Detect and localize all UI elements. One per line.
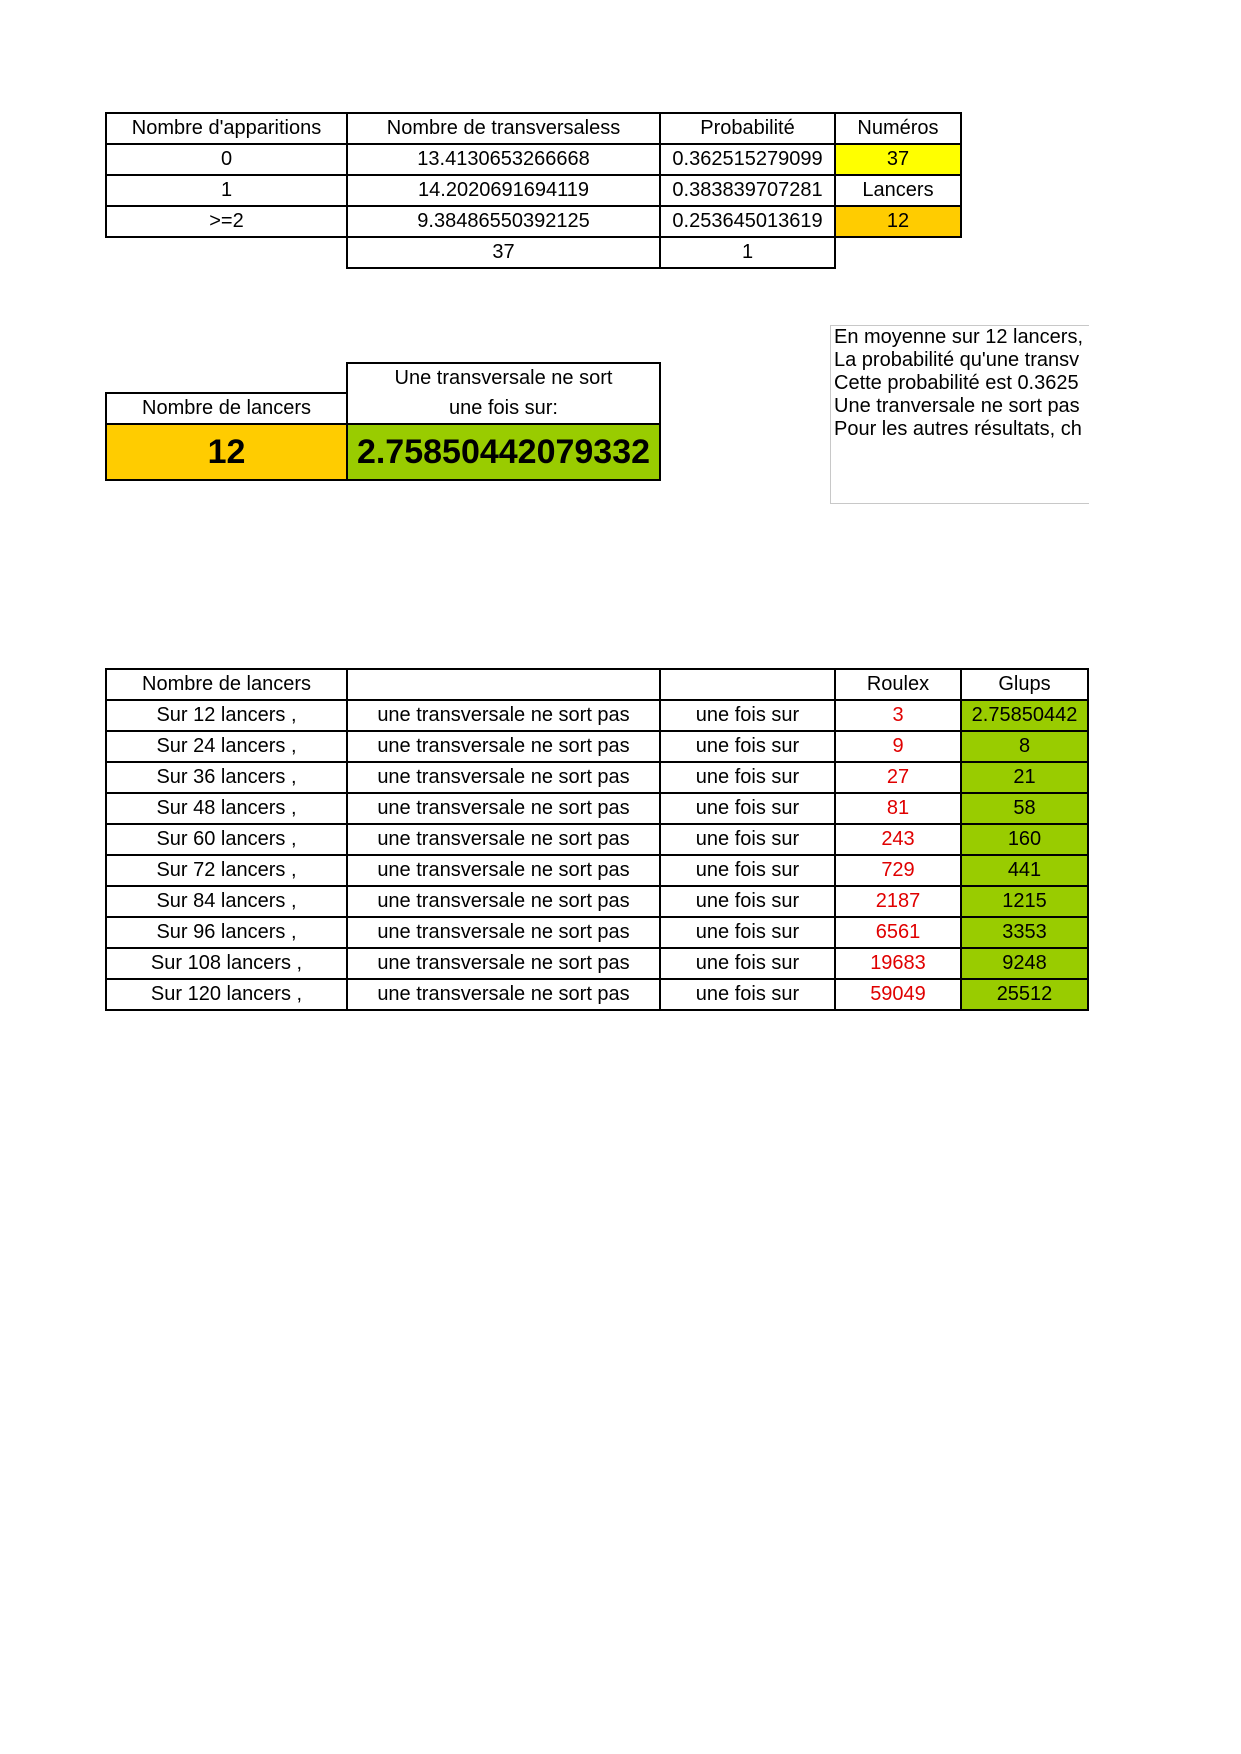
table-row	[106, 917, 1088, 948]
header-cell[interactable]: Glups	[961, 669, 1088, 700]
cell[interactable]: 0.362515279099	[660, 144, 835, 175]
cell[interactable]: 9.38486550392125	[347, 206, 660, 237]
note-line: La probabilité qu'une transv	[834, 349, 1080, 371]
result-value[interactable]: 2.75850442079332	[347, 424, 660, 480]
table-row	[106, 175, 961, 206]
table-row	[106, 948, 1088, 979]
phrase-cell[interactable]: une transversale ne sort pas	[347, 886, 660, 917]
table-header-row	[106, 669, 1088, 700]
glups-cell[interactable]: 25512	[961, 979, 1088, 1010]
probability-table	[105, 112, 962, 269]
empty-cell[interactable]	[106, 363, 347, 393]
roulex-cell[interactable]: 3	[835, 700, 961, 731]
table-row	[106, 886, 1088, 917]
note-line: Une tranversale ne sort pas	[834, 395, 1080, 417]
lancers-count-cell[interactable]: Sur 36 lancers ,	[106, 762, 347, 793]
glups-cell[interactable]: 8	[961, 731, 1088, 762]
phrase-cell[interactable]: une transversale ne sort pas	[347, 948, 660, 979]
roulex-cell[interactable]: 59049	[835, 979, 961, 1010]
table-row	[106, 700, 1088, 731]
lancers-count-cell[interactable]: Sur 96 lancers ,	[106, 917, 347, 948]
cell[interactable]: 1	[106, 175, 347, 206]
empty-cell[interactable]	[835, 237, 961, 268]
cell[interactable]: 0.253645013619	[660, 206, 835, 237]
table-row	[106, 762, 1088, 793]
table-row	[106, 855, 1088, 886]
glups-cell[interactable]: 160	[961, 824, 1088, 855]
cell[interactable]: 0	[106, 144, 347, 175]
lancers-value[interactable]: 12	[106, 424, 347, 480]
lancers-count-cell[interactable]: Sur 84 lancers ,	[106, 886, 347, 917]
phrase-cell[interactable]: une fois sur	[660, 948, 835, 979]
glups-cell[interactable]: 9248	[961, 948, 1088, 979]
phrase-cell[interactable]: une fois sur	[660, 824, 835, 855]
header-cell[interactable]	[660, 669, 835, 700]
roulex-cell[interactable]: 19683	[835, 948, 961, 979]
glups-cell[interactable]: 1215	[961, 886, 1088, 917]
roulex-cell[interactable]: 9	[835, 731, 961, 762]
cell[interactable]: >=2	[106, 206, 347, 237]
phrase-cell[interactable]: une transversale ne sort pas	[347, 793, 660, 824]
note-text-box[interactable]	[830, 325, 1089, 504]
table-row	[106, 793, 1088, 824]
lancers-count-cell[interactable]: Sur 12 lancers ,	[106, 700, 347, 731]
phrase-cell[interactable]: une transversale ne sort pas	[347, 731, 660, 762]
phrase-cell[interactable]: une transversale ne sort pas	[347, 979, 660, 1010]
header-cell[interactable]	[347, 669, 660, 700]
transversal-label-line1[interactable]: Une transversale ne sort	[347, 363, 660, 393]
header-cell[interactable]: Nombre d'apparitions	[106, 113, 347, 144]
numeros-input-cell[interactable]: 37	[835, 144, 961, 175]
table-row	[106, 363, 660, 393]
phrase-cell[interactable]: une transversale ne sort pas	[347, 824, 660, 855]
note-line: En moyenne sur 12 lancers,	[834, 326, 1084, 348]
lancers-table-body	[106, 700, 1088, 1010]
cell[interactable]: 14.2020691694119	[347, 175, 660, 206]
totals-row	[106, 237, 961, 268]
roulex-cell[interactable]: 6561	[835, 917, 961, 948]
note-line: Pour les autres résultats, ch	[834, 418, 1082, 440]
header-cell[interactable]: Probabilité	[660, 113, 835, 144]
header-cell[interactable]: Numéros	[835, 113, 961, 144]
lancers-count-cell[interactable]: Sur 120 lancers ,	[106, 979, 347, 1010]
table-row	[106, 824, 1088, 855]
cell[interactable]: 13.4130653266668	[347, 144, 660, 175]
glups-cell[interactable]: 21	[961, 762, 1088, 793]
phrase-cell[interactable]: une transversale ne sort pas	[347, 762, 660, 793]
lancers-table	[105, 668, 1089, 1011]
roulex-cell[interactable]: 2187	[835, 886, 961, 917]
table-row	[106, 731, 1088, 762]
table-row	[106, 979, 1088, 1010]
glups-cell[interactable]: 3353	[961, 917, 1088, 948]
roulex-cell[interactable]: 729	[835, 855, 961, 886]
lancers-count-cell[interactable]: Sur 72 lancers ,	[106, 855, 347, 886]
lancers-count-cell[interactable]: Sur 24 lancers ,	[106, 731, 347, 762]
phrase-cell[interactable]: une fois sur	[660, 917, 835, 948]
table-header-row	[106, 113, 961, 144]
cell[interactable]: 0.383839707281	[660, 175, 835, 206]
phrase-cell[interactable]: une transversale ne sort pas	[347, 917, 660, 948]
phrase-cell[interactable]: une fois sur	[660, 731, 835, 762]
summary-table	[105, 362, 661, 481]
glups-cell[interactable]: 2.75850442	[961, 700, 1088, 731]
lancers-input-cell[interactable]: 12	[835, 206, 961, 237]
table-row	[106, 144, 961, 175]
header-cell[interactable]: Nombre de transversaless	[347, 113, 660, 144]
table-row	[106, 206, 961, 237]
phrase-cell[interactable]: une transversale ne sort pas	[347, 855, 660, 886]
phrase-cell[interactable]: une fois sur	[660, 886, 835, 917]
note-line: Cette probabilité est 0.3625	[834, 372, 1079, 394]
phrase-cell[interactable]: une fois sur	[660, 979, 835, 1010]
roulex-cell[interactable]: 27	[835, 762, 961, 793]
lancers-count-cell[interactable]: Sur 60 lancers ,	[106, 824, 347, 855]
lancers-label-cell[interactable]: Lancers	[835, 175, 961, 206]
empty-cell[interactable]	[106, 237, 347, 268]
lancers-count-cell[interactable]: Sur 48 lancers ,	[106, 793, 347, 824]
glups-cell[interactable]: 441	[961, 855, 1088, 886]
total-cell[interactable]: 37	[347, 237, 660, 268]
transversal-label-line2[interactable]: une fois sur:	[347, 393, 660, 424]
roulex-cell[interactable]: 81	[835, 793, 961, 824]
header-cell[interactable]: Roulex	[835, 669, 961, 700]
roulex-cell[interactable]: 243	[835, 824, 961, 855]
phrase-cell[interactable]: une fois sur	[660, 762, 835, 793]
lancers-count-cell[interactable]: Sur 108 lancers ,	[106, 948, 347, 979]
table-row	[106, 424, 660, 480]
header-cell[interactable]: Nombre de lancers	[106, 669, 347, 700]
phrase-cell[interactable]: une fois sur	[660, 793, 835, 824]
phrase-cell[interactable]: une fois sur	[660, 700, 835, 731]
glups-cell[interactable]: 58	[961, 793, 1088, 824]
table-row	[106, 393, 660, 424]
lancers-label[interactable]: Nombre de lancers	[106, 393, 347, 424]
total-cell[interactable]: 1	[660, 237, 835, 268]
phrase-cell[interactable]: une fois sur	[660, 855, 835, 886]
phrase-cell[interactable]: une transversale ne sort pas	[347, 700, 660, 731]
